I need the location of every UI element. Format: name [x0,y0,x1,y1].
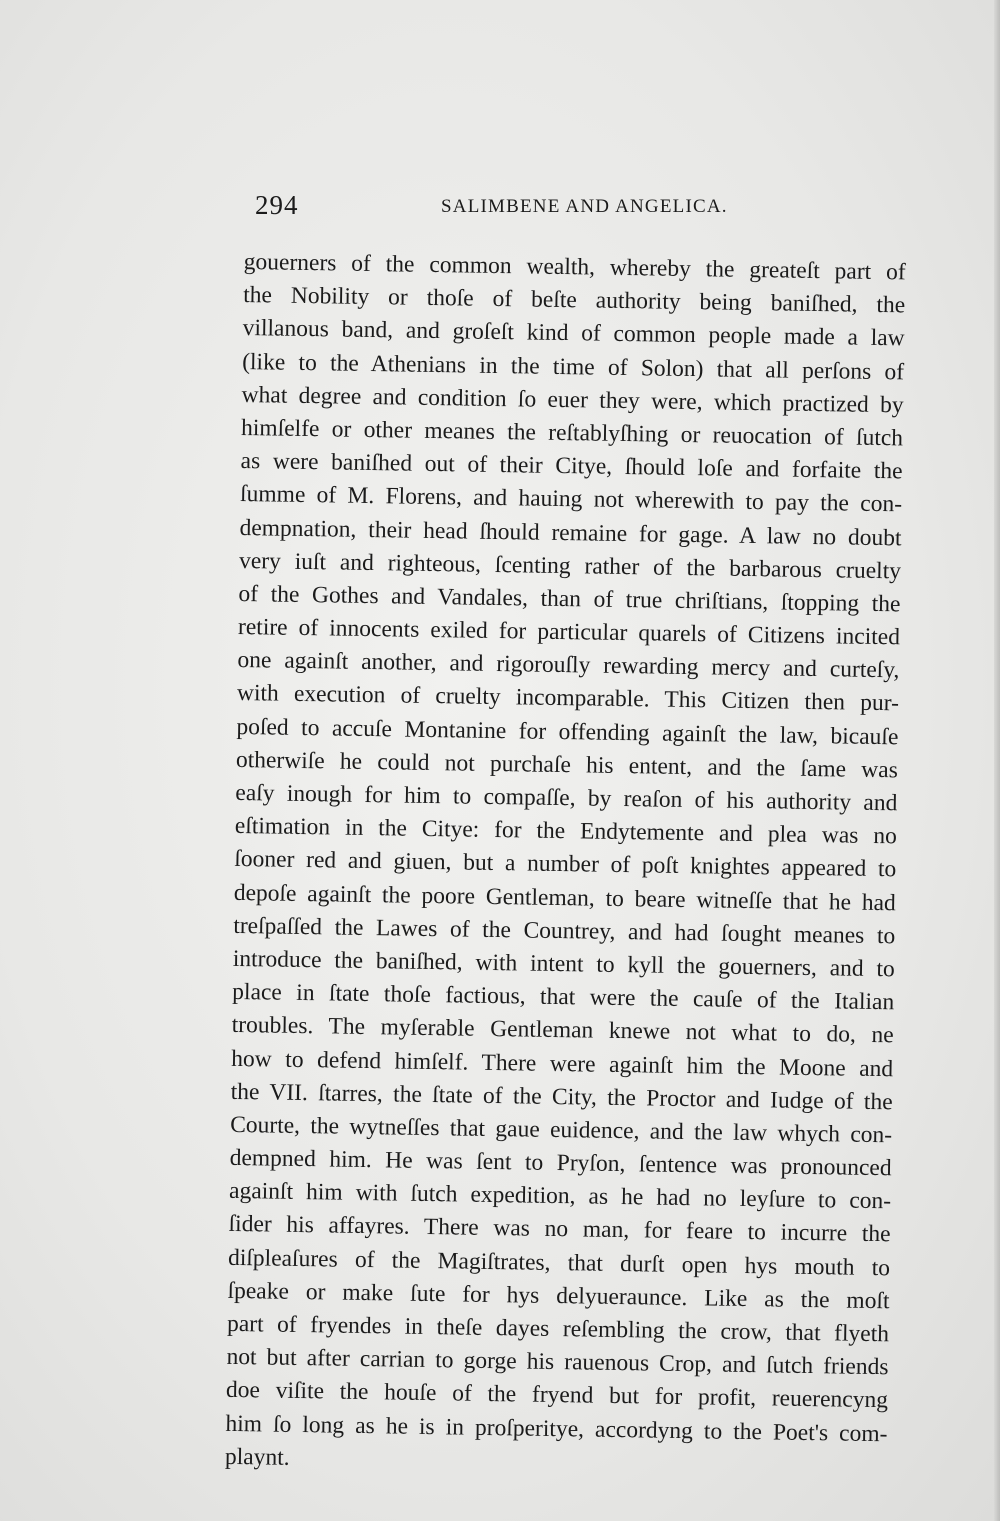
text-line: otherwiſe he could not purchaſe his entent, and the ſame was [235,746,899,784]
text-line: eaſy inough for him to compaſſe, by reaſon of his authority and [235,779,898,817]
text-line: troubles. The myſerable Gentleman knewe not what to do, ne [231,1012,894,1049]
text-line: retire of innocents exiled for particular quarels of Citizens incited [237,614,901,651]
text-line: depoſe againſt the poore Gentleman, to beare witneſſe that he had [233,879,896,916]
text-line: of the Gothes and Vandales, than of true chriſtians, ſtopping the [238,580,901,618]
text-line: doe viſite the houſe of the fryend but for profit, reuerencyng [225,1377,889,1414]
text-line: ſider his affayres. There was no man, for feare to incurre the [228,1211,891,1248]
text-line: him ſo long as he is in proſperitye, accordyng to the Poet's com- [225,1410,888,1447]
text-line: ſumme of M. Florens, and hauing not wherewith to pay the con- [239,481,903,518]
text-line: eſtimation in the Citye: for the Endytemente and plea was no [234,813,898,850]
running-title: SALIMBENE AND ANGELICA. [441,196,728,217]
text-line: villanous band, and groſeſt kind of common people made a law [242,315,905,352]
text-line: how to defend himſelf. There were againſt him the Moone and [231,1045,894,1082]
text-line: ſooner red and giuen, but a number of poſt knightes appeared to [234,846,897,883]
text-line: gouerners of the common wealth, whereby the greateſt part of [243,248,906,286]
page-edge-shadow [994,0,1000,1521]
text-line: dempned him. He was ſent to Pryſon, ſentence was pronounced [229,1144,892,1182]
text-line: the Nobility or thoſe of beſte authority being baniſhed, the [243,282,906,319]
text-line: very iuſt and righteous, ſcenting rather of the barbarous cruelty [238,547,902,585]
text-line: with execution of cruelty incomparable. This Citizen then pur- [236,680,900,717]
text-line: one againſt another, and rigorouſly rewarding mercy and curteſy, [237,647,900,684]
text-line: not but after carrian to gorge his rauenous Crop, and ſutch friends [226,1344,889,1381]
text-line: poſed to accuſe Montanine for offending againſt the law, bicauſe [236,713,899,750]
running-head [255,188,945,224]
page-number: 294 [255,190,299,220]
body-text [225,246,906,1484]
text-line: part of fryendes in theſe dayes reſembling the crow, that flyeth [226,1310,890,1348]
text-line: diſpleaſures of the Magiſtrates, that durſt open hys mouth to [227,1244,891,1281]
text-line: againſt him with ſutch expedition, as he had no leyſure to con- [228,1178,892,1215]
text-line: place in ſtate thoſe factious, that were the cauſe of the Italian [232,979,895,1016]
text-line: dempnation, their head ſhould remaine for gage. A law no doubt [239,514,902,551]
text-line: ſpeake or make ſute for hys delyueraunce. Like as the moſt [227,1277,890,1315]
text-line: what degree and condition ſo euer they were, which practized by [241,381,904,419]
text-line: himſelfe or other meanes the reſtablyſhing or reuocation of ſutch [240,414,904,452]
text-line: treſpaſſed the Lawes of the Countrey, and had ſought meanes to [233,912,896,950]
text-line: Courte, the wytneſſes that gaue euidence, and the law whych con- [229,1111,893,1149]
text-line: playnt. [224,1443,290,1471]
text-line: (like to the Athenians in the time of Solon) that all perſons of [241,348,905,385]
text-line: the VII. ſtarres, the ſtate of the City, the Proctor and Iudge of the [230,1078,893,1115]
text-line: introduce the baniſhed, with intent to kyll the gouerners, and to [232,945,895,983]
text-line: as were baniſhed out of their Citye, ſhould loſe and forfaite the [240,448,903,485]
